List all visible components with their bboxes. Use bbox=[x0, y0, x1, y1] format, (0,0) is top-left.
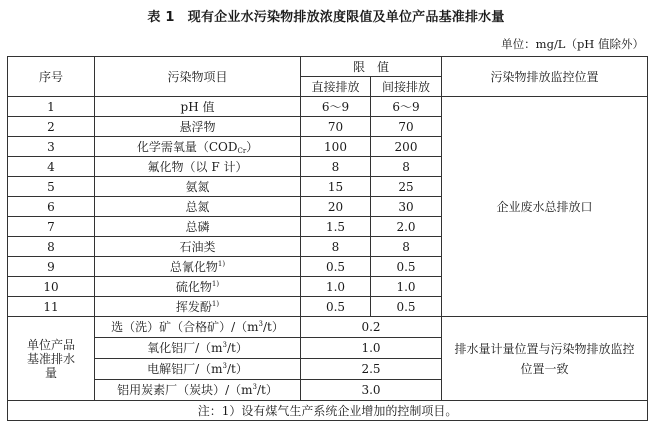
row-pollutant: 化学需氧量$(COD_{Cr})$ bbox=[95, 137, 301, 157]
row-no: 11 bbox=[8, 297, 95, 317]
row-direct: 6～9 bbox=[301, 97, 371, 117]
row-no: 8 bbox=[8, 237, 95, 257]
row-direct: 1.0 bbox=[301, 277, 371, 297]
benchmark-label: 单位产品基准排水量 bbox=[8, 317, 95, 401]
table-title: 表 1 现有企业水污染物排放浓度限值及单位产品基准排水量 bbox=[147, 10, 505, 25]
row-pollutant: 氟化物（以 F 计） bbox=[95, 157, 301, 177]
header-monitor: 污染物排放监控位置 bbox=[442, 57, 648, 97]
footnote: 注：1）设有煤气生产系统企业增加的控制项目。 bbox=[8, 401, 648, 421]
row-no: 10 bbox=[8, 277, 95, 297]
row-indirect: 200 bbox=[371, 137, 442, 157]
table-row bbox=[8, 97, 648, 117]
row-indirect: 70 bbox=[371, 117, 442, 137]
header-indirect: 间接排放 bbox=[371, 77, 442, 97]
footnote-row bbox=[8, 401, 648, 421]
row-pollutant: 硫化物$^{1)}$ bbox=[95, 277, 301, 297]
row-indirect: 0.5 bbox=[371, 297, 442, 317]
row-indirect: 30 bbox=[371, 197, 442, 217]
row-indirect: 2.0 bbox=[371, 217, 442, 237]
benchmark-item: 氧化铝厂$/(m^3/t)$ bbox=[95, 338, 301, 359]
row-direct: 0.5 bbox=[301, 257, 371, 277]
row-no: 7 bbox=[8, 217, 95, 237]
benchmark-value: 0.2 bbox=[301, 317, 442, 338]
emission-limit-table bbox=[7, 56, 648, 421]
row-direct: 20 bbox=[301, 197, 371, 217]
row-no: 2 bbox=[8, 117, 95, 137]
row-indirect: 8 bbox=[371, 237, 442, 257]
unit-note: 单位：mg/L（pH 值除外） bbox=[501, 37, 644, 51]
row-no: 9 bbox=[8, 257, 95, 277]
benchmark-row bbox=[8, 317, 648, 338]
row-pollutant: 悬浮物 bbox=[95, 117, 301, 137]
row-indirect: 1.0 bbox=[371, 277, 442, 297]
header-direct: 直接排放 bbox=[301, 77, 371, 97]
row-pollutant: 总氰化物$^{1)}$ bbox=[95, 257, 301, 277]
monitor-location-cell: 企业废水总排放口 bbox=[442, 97, 648, 317]
row-pollutant: pH 值 bbox=[95, 97, 301, 117]
header-limit: 限 值 bbox=[301, 57, 442, 77]
benchmark-item: 电解铝厂$/(m^3/t)$ bbox=[95, 359, 301, 380]
row-direct: 15 bbox=[301, 177, 371, 197]
row-indirect: 0.5 bbox=[371, 257, 442, 277]
row-direct: 100 bbox=[301, 137, 371, 157]
row-no: 3 bbox=[8, 137, 95, 157]
benchmark-value: 2.5 bbox=[301, 359, 442, 380]
benchmark-value: 1.0 bbox=[301, 338, 442, 359]
benchmark-monitor-cell: 排水量计量位置与污染物排放监控位置一致 bbox=[442, 317, 648, 401]
row-direct: 8 bbox=[301, 237, 371, 257]
benchmark-item: 选（洗）矿（合格矿）$/(m^3/t)$ bbox=[95, 317, 301, 338]
row-pollutant: 氨氮 bbox=[95, 177, 301, 197]
row-direct: 8 bbox=[301, 157, 371, 177]
row-no: 5 bbox=[8, 177, 95, 197]
row-no: 6 bbox=[8, 197, 95, 217]
footnote-mark: 1) bbox=[211, 279, 220, 288]
row-indirect: 8 bbox=[371, 157, 442, 177]
benchmark-item: 铝用炭素厂（炭块）$/(m^3/t)$ bbox=[95, 380, 301, 401]
header-pollutant: 污染物项目 bbox=[95, 57, 301, 97]
row-pollutant: 挥发酚$^{1)}$ bbox=[95, 297, 301, 317]
row-no: 4 bbox=[8, 157, 95, 177]
row-indirect: 25 bbox=[371, 177, 442, 197]
header-seq: 序号 bbox=[8, 57, 95, 97]
footnote-mark: 1) bbox=[211, 299, 220, 308]
row-direct: 0.5 bbox=[301, 297, 371, 317]
row-direct: 70 bbox=[301, 117, 371, 137]
row-direct: 1.5 bbox=[301, 217, 371, 237]
benchmark-value: 3.0 bbox=[301, 380, 442, 401]
row-indirect: 6～9 bbox=[371, 97, 442, 117]
row-pollutant: 总氮 bbox=[95, 197, 301, 217]
row-pollutant: 总磷 bbox=[95, 217, 301, 237]
footnote-mark: 1) bbox=[217, 259, 226, 268]
header-row-1 bbox=[8, 57, 648, 77]
row-no: 1 bbox=[8, 97, 95, 117]
row-pollutant: 石油类 bbox=[95, 237, 301, 257]
